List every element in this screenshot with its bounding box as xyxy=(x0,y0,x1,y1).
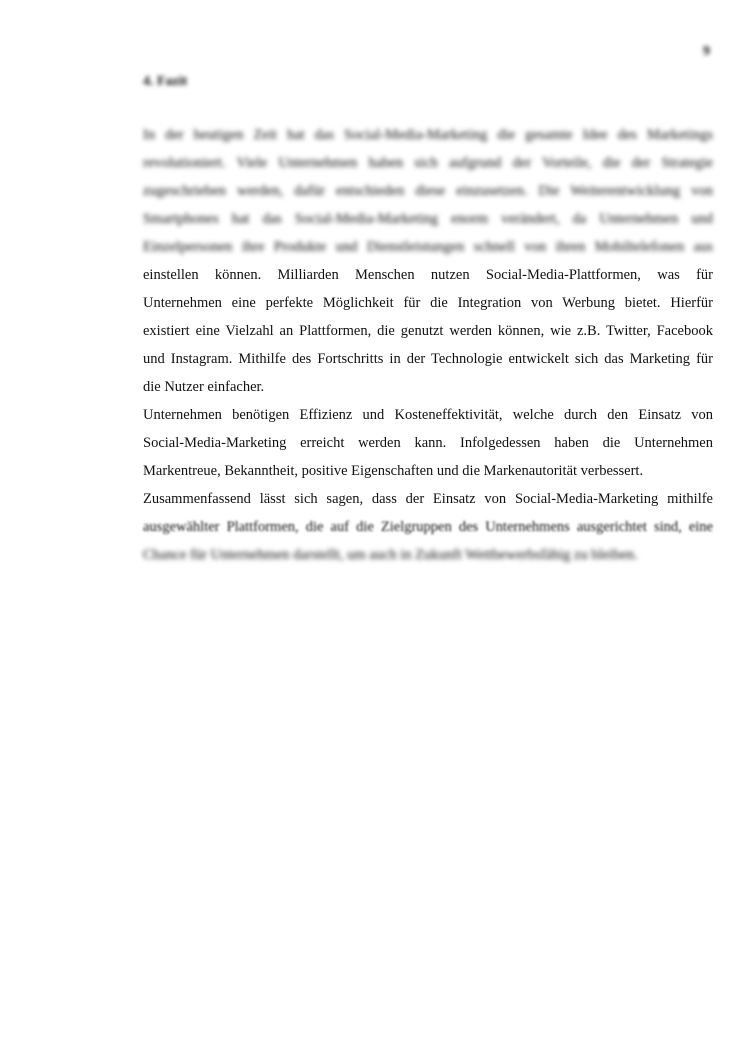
paragraph-line: existiert eine Vielzahl an Plattformen, die genutzt werden können, wie z.B. Twitter, Facebook xyxy=(143,323,713,339)
paragraph-line: Chance für Unternehmen darstellt, um auch in Zukunft Wettbewerbsfähig zu bleiben. xyxy=(143,547,638,563)
paragraph-line: Markentreue, Bekanntheit, positive Eigenschaften und die Markenautorität verbessert. xyxy=(143,463,644,479)
paragraph-line: In der heutigen Zeit hat das Social-Media-Marketing die gesamte Idee des Marketings xyxy=(143,127,713,143)
paragraph-line: Unternehmen benötigen Effizienz und Kosteneffektivität, welche durch den Einsatz von xyxy=(143,407,713,423)
paragraph-line: die Nutzer einfacher. xyxy=(143,379,265,395)
paragraph-line: Social-Media-Marketing erreicht werden kann. Infolgedessen haben die Unternehmen xyxy=(143,435,713,451)
paragraph-line: revolutioniert. Viele Unternehmen haben sich aufgrund der Vorteile, die der Strategie xyxy=(143,155,713,171)
paragraph-line: zugeschrieben werden, dafür entschieden diese einzusetzen. Die Weiterentwicklung von xyxy=(143,183,713,199)
paragraph-line: Zusammenfassend lässt sich sagen, dass der Einsatz von Social-Media-Marketing mithilfe xyxy=(143,491,713,507)
page-number: 9 xyxy=(703,44,710,59)
section-heading: 4. Fazit xyxy=(143,74,188,89)
paragraph-line: ausgewählter Plattformen, die auf die Zielgruppen des Unternehmens ausgerichtet sind, eine xyxy=(143,519,713,535)
paragraph-line: Unternehmen eine perfekte Möglichkeit für die Integration von Werbung bietet. Hierfür xyxy=(143,295,713,311)
paragraph-line: Smartphones hat das Social-Media-Marketing enorm verändert, da Unternehmen und xyxy=(143,211,713,227)
paragraph-line: und Instagram. Mithilfe des Fortschritts in der Technologie entwickelt sich das Marketing für xyxy=(143,351,713,367)
paragraph-line: Einzelpersonen ihre Produkte und Dienstleistungen schnell von ihren Mobiltelefonen aus xyxy=(143,239,713,255)
paragraph-line: einstellen können. Milliarden Menschen nutzen Social-Media-Plattformen, was für xyxy=(143,267,713,283)
